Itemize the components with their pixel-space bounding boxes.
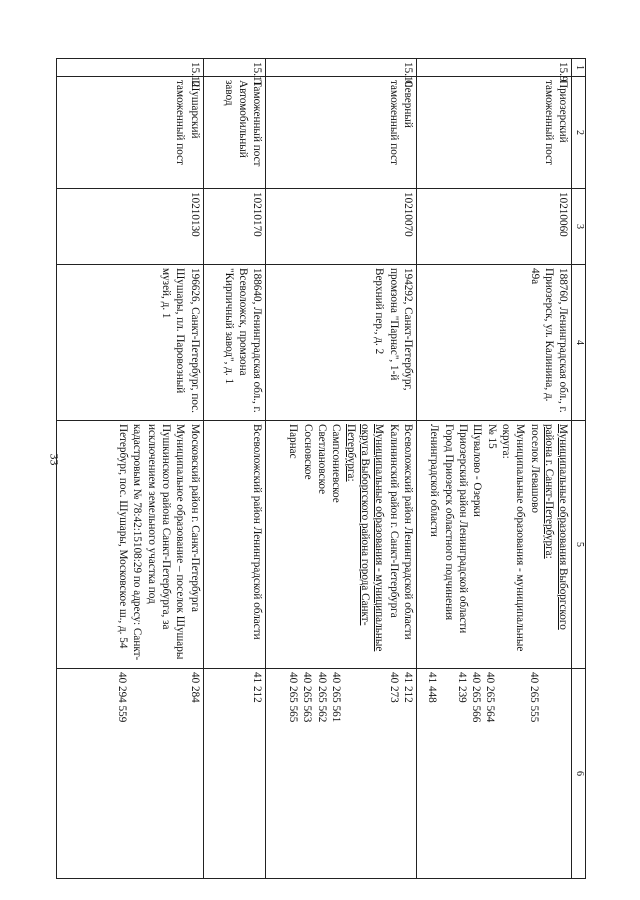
- territory-cell: [203, 421, 266, 669]
- okato-code: 40 265 564: [484, 672, 497, 723]
- post-name-cell: Приозерский таможенный пост: [417, 77, 572, 189]
- post-name-cell: Северный таможенный пост: [266, 77, 417, 189]
- post-name-cell: Таможенный пост Автомобильный завод: [203, 77, 266, 189]
- territory-line: Муниципальные образования Выборгского района г. Санкт-Петербурга:: [542, 424, 570, 630]
- okato-code: 41 239: [455, 672, 468, 703]
- customs-posts-table: [56, 58, 586, 879]
- row-number-cell: 15.12: [57, 59, 204, 77]
- post-address-cell: 196626, Санкт-Петербург, пос. Шушары, пл. Паровозный музей, д. 1: [57, 265, 204, 421]
- territory-line: Муниципальные образования - муниципальные округа Выборгского района города Санкт-Петербурга:: [344, 424, 386, 652]
- table-header-row: [572, 59, 586, 879]
- okato-code-cell: [57, 669, 204, 879]
- okato-code: 40 265 555: [527, 672, 540, 723]
- row-number-cell: 15.9: [417, 59, 572, 77]
- okato-code: 41 212: [402, 672, 415, 703]
- territory-line: Светлановское: [316, 424, 329, 495]
- okato-code: 40 265 566: [469, 672, 482, 723]
- okato-code: [541, 672, 570, 875]
- territory-line: поселок Левашово: [528, 424, 541, 513]
- territory-line: Калининский район г. Санкт-Петербурга: [387, 424, 400, 618]
- okato-code: [497, 672, 526, 875]
- okato-code: 40 273: [387, 672, 400, 703]
- territory-cell: [417, 421, 572, 669]
- post-code-cell: 10210170: [203, 189, 266, 265]
- territory-cell: [266, 421, 417, 669]
- okato-code: 40 265 562: [315, 672, 328, 723]
- okato-code: 40 284: [188, 672, 201, 703]
- okato-code: 40 265 561: [330, 672, 343, 723]
- territory-line: Всеволожский район Ленинградской области: [251, 424, 264, 640]
- post-address-cell: 194292, Санкт-Петербург, промзона "Парнас", 1-й Верхний пер., д. 2: [266, 265, 417, 421]
- post-address-cell: 188760, Ленинградская обл., г. Приозерск, ул. Калинина, д. 49а: [417, 265, 572, 421]
- territory-line: Город Приозерск областного подчинения Ленинградской области: [428, 424, 455, 621]
- header-cell: 1: [572, 59, 586, 77]
- row-number-cell: 15.10: [266, 59, 417, 77]
- page-number: 33: [47, 453, 62, 466]
- territory-line: Парнас: [287, 424, 300, 459]
- post-code-cell: 10210070: [266, 189, 417, 265]
- okato-code: 41 212: [251, 672, 264, 703]
- territory-line: Всеволожский район Ленинградской области: [402, 424, 415, 640]
- okato-code-cell: [203, 669, 266, 879]
- table-body: [57, 59, 572, 879]
- territory-line: Муниципальные образования - муниципальные округа:: [499, 424, 527, 652]
- okato-code: 40 265 565: [287, 672, 300, 723]
- territory-line: № 15: [485, 424, 498, 449]
- post-code-cell: 10210130: [57, 189, 204, 265]
- okato-code-cell: [266, 669, 417, 879]
- territory-line: Московский район г. Санкт-Петербурга: [188, 424, 201, 613]
- header-cell: 3: [572, 189, 586, 265]
- okato-code: 41 448: [426, 672, 439, 703]
- rotated-page: [56, 58, 586, 878]
- territory-line: Сосновское: [301, 424, 314, 480]
- table-row: [57, 59, 204, 879]
- header-cell: 6: [572, 669, 586, 879]
- table-row: [417, 59, 572, 879]
- header-cell: 5: [572, 421, 586, 669]
- row-number-cell: 15.11: [203, 59, 266, 77]
- okato-code: 40 294 559: [116, 672, 129, 723]
- post-code-cell: 10210060: [417, 189, 572, 265]
- territory-line: Муниципальное образование – поселок Шушары Пушкинского района Санкт-Петербурга, за исключением земельного участка под кадастровым № 78:42:15108:29 по адресу: Санкт-Петербург, пос. Шушары, Московское ш., д. 54: [116, 424, 187, 661]
- territory-line: Приозерский район Ленинградской области: [456, 424, 469, 634]
- header-cell: 4: [572, 265, 586, 421]
- table-row: [203, 59, 266, 879]
- okato-code-cell: [417, 669, 572, 879]
- post-name-cell: Шушарский таможенный пост: [57, 77, 204, 189]
- table-row: [266, 59, 417, 879]
- okato-code: 40 265 563: [301, 672, 314, 723]
- header-cell: 2: [572, 77, 586, 189]
- territory-line: Сампсониевское: [330, 424, 343, 503]
- post-address-cell: 188640, Ленинградская обл., г. Всеволожск, промзона "Кирпичный завод", д. 1: [203, 265, 266, 421]
- territory-line: Шувалово - Озерки: [471, 424, 484, 517]
- territory-cell: [57, 421, 204, 669]
- okato-code: [343, 672, 386, 875]
